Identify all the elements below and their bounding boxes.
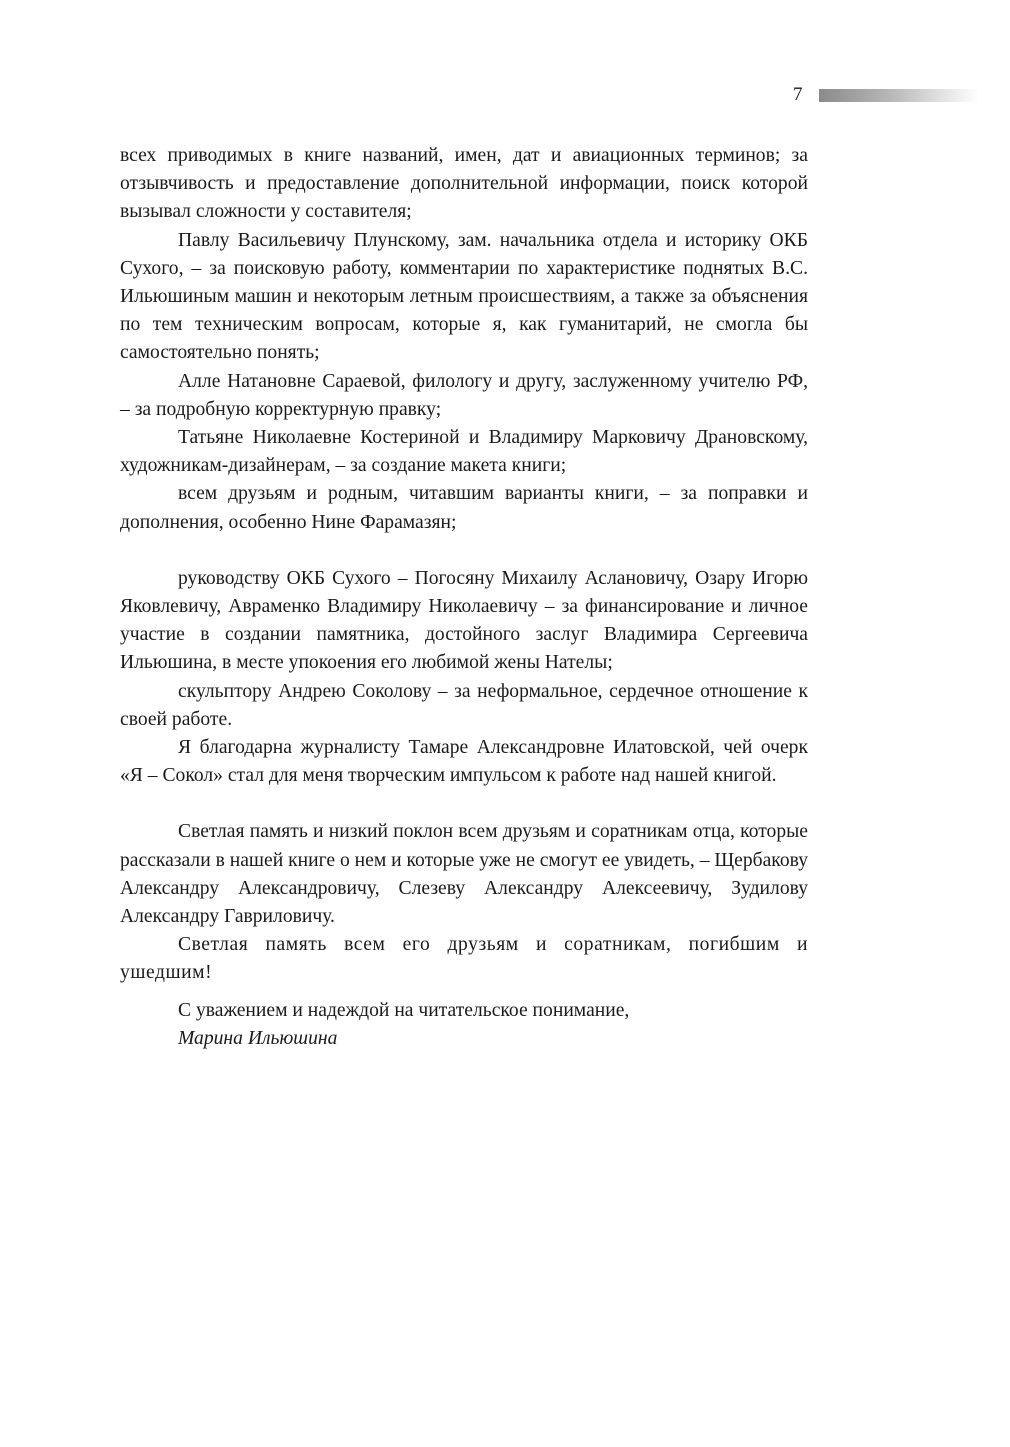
paragraph-designers: Татьяне Николаевне Костериной и Владимиру Марковичу Драновскому, художникам-дизайнерам, – за создание макета книги; xyxy=(120,427,808,477)
paragraph-terms-continuation: всех приводимых в книге названий, имен, дат и авиационных терминов; за отзывчивость и предоставление дополнительной информации, поиск которой вызывал сложности у составителя; xyxy=(120,145,808,223)
paragraph-okb-management: руководству ОКБ Сухого – Погосяну Михаилу Аслановичу, Озару Игорю Яковлевичу, Авраменко Владимиру Николаевичу – за финансирование и личное участие в создании памятника, достойного заслуг Владимира Сергеевича Ильюшина, в месте упокоения его любимой жены Нателы; xyxy=(120,567,808,674)
paragraph-journalist: Я благодарна журналисту Тамаре Александровне Илатовской, чей очерк «Я – Сокол» стал для меня творческим импульсом к работе над нашей книгой. xyxy=(120,737,808,787)
paragraph-memory-tribute: Светлая память и низкий поклон всем друзьям и соратникам отца, которые рассказали в нашей книге о нем и которые уже не смогут ее увидеть, – Щербакову Александру Александровичу, Слезеву Александру Алексеевичу, Зудилову Александру Гавриловичу. xyxy=(120,821,809,928)
paragraph-saraeva: Алле Натановне Сараевой, филологу и другу, заслуженному учителю РФ, – за подробную корректурную правку; xyxy=(120,370,808,420)
paragraph-sculptor: скульптору Андрею Соколову – за неформальное, сердечное отношение к своей работе. xyxy=(120,680,808,730)
paragraph-memory-all: Светлая память всем его друзьям и соратникам, погибшим и ушедшим! xyxy=(120,934,808,984)
body-text xyxy=(120,142,808,1053)
closing-line: С уважением и надеждой на читательское понимание, xyxy=(178,999,630,1021)
page-number: 7 xyxy=(793,84,803,105)
header-decorative-bar xyxy=(819,89,979,102)
author-signature: Марина Ильюшина xyxy=(178,1027,338,1049)
paragraph-friends: всем друзьям и родным, читавшим варианты книги, – за поправки и дополнения, особенно Нине Фарамазян; xyxy=(120,483,808,533)
paragraph-plunsky: Павлу Васильевичу Плунскому, зам. начальника отдела и историку ОКБ Сухого, – за поисковую работу, комментарии по характеристике поднятых В.С. Ильюшиным машин и некоторым летным происшествиям, а также за объяснения по тем техническим вопросам, которые я, как гуманитарий, не смогла бы самостоятельно понять; xyxy=(120,229,808,364)
